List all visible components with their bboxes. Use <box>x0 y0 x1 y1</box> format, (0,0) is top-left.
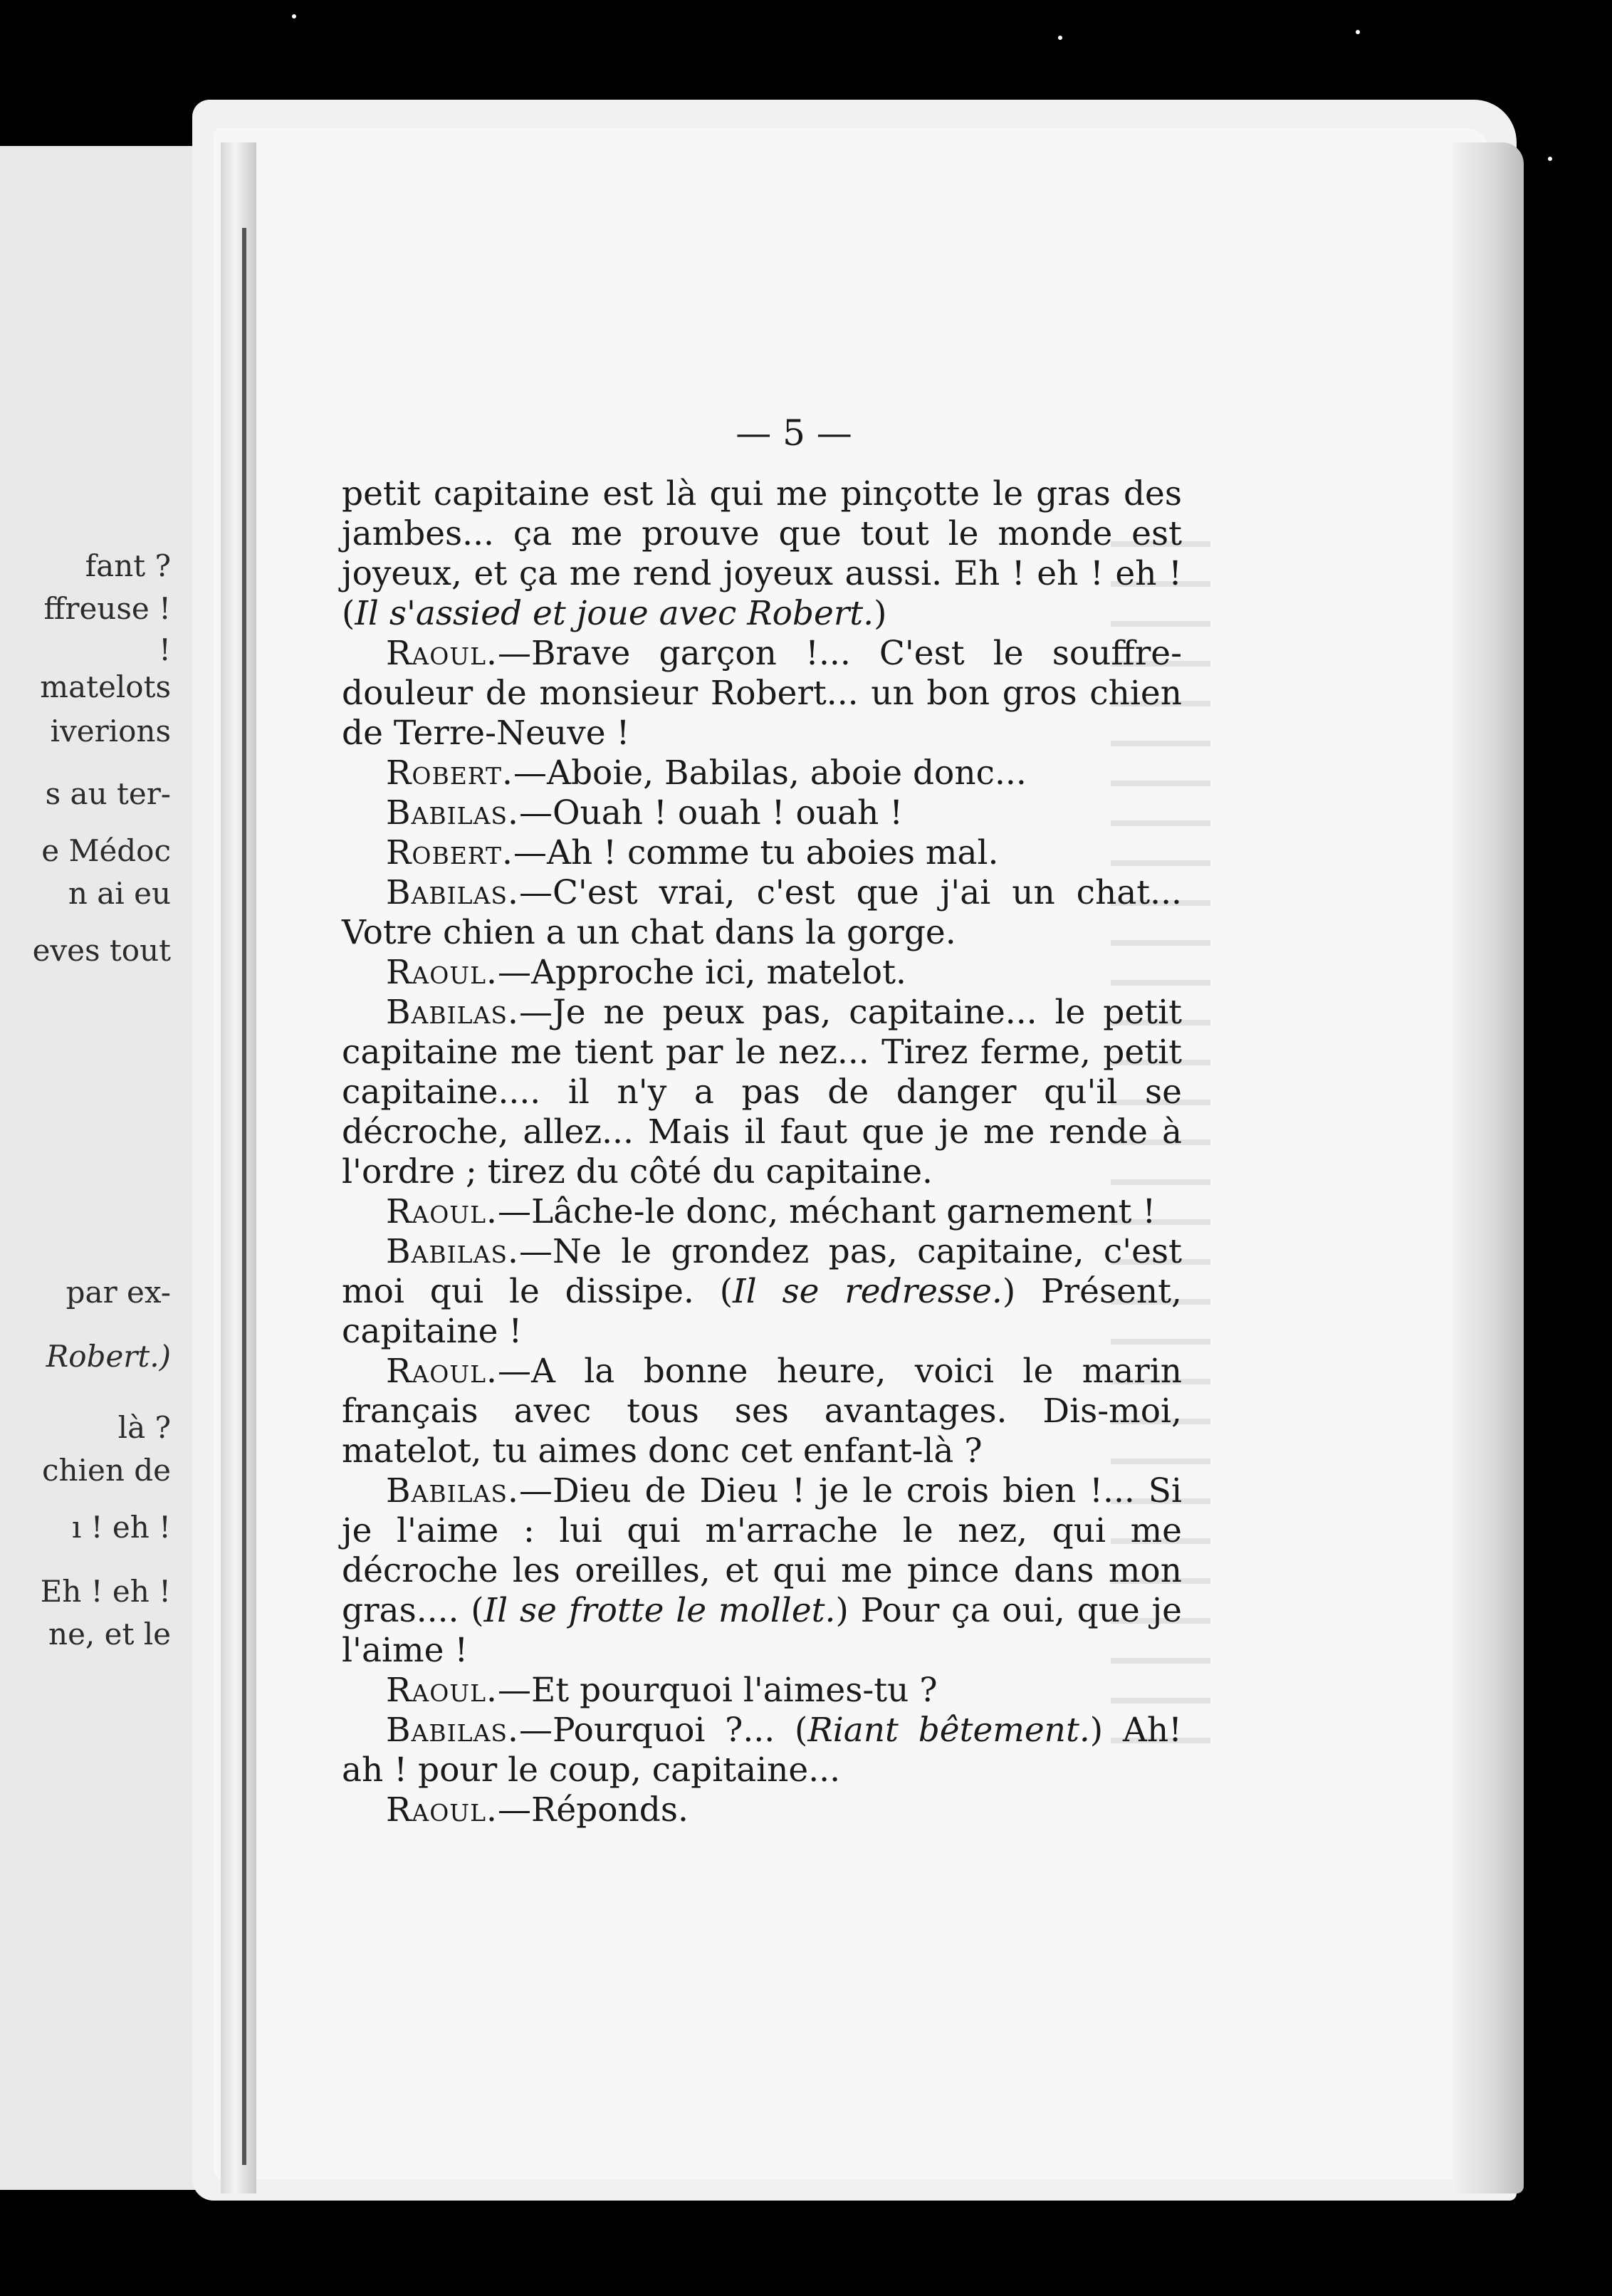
left-page-fragment: n ai eu <box>68 876 171 911</box>
paragraph <box>342 1711 1182 1790</box>
binding-fold <box>242 228 246 2165</box>
speaker-name: Babilas. <box>386 873 519 912</box>
speaker-name: Raoul. <box>386 953 498 992</box>
paragraphs <box>342 474 1182 1830</box>
page-number: — 5 — <box>736 412 852 454</box>
dialogue-text: petit capitaine est là qui me pinçotte le gras des jambes... ça me prouve que tout le monde est joyeux, et ça me rend joyeux aussi. Eh ! eh ! eh ! ( <box>342 474 1182 633</box>
stage-direction: Il s'assied et joue avec Robert. <box>355 594 874 633</box>
dialogue-text: ) Pour ça oui, que je l'aime ! <box>342 1591 1182 1670</box>
dialogue-text: —Et pourquoi l'aimes-tu ? <box>497 1671 938 1710</box>
speaker-name: Babilas. <box>386 1471 519 1510</box>
stage-direction: Il se redresse. <box>733 1272 1003 1311</box>
paragraph <box>342 953 1182 993</box>
left-page-fragment: chien de <box>41 1453 171 1488</box>
left-page-fragment: ! <box>159 632 171 667</box>
left-page-fragment: iverions <box>50 714 171 748</box>
speaker-name: Robert. <box>386 753 513 793</box>
paragraph <box>342 873 1182 953</box>
paragraph <box>342 1232 1182 1352</box>
dialogue-text: —Lâche-le donc, méchant garnement ! <box>497 1192 1156 1231</box>
speaker-name: Raoul. <box>386 634 498 673</box>
dialogue-text: —Ne le grondez pas, capitaine, c'est moi qui le dissipe. ( <box>342 1232 1182 1311</box>
speaker-name: Raoul. <box>386 1790 498 1830</box>
left-page-fragment: par ex- <box>66 1275 171 1310</box>
left-page-fragment: là ? <box>117 1410 171 1445</box>
dialogue-text: —Ouah ! ouah ! ouah ! <box>518 793 904 833</box>
paragraph <box>342 793 1182 833</box>
paragraph <box>342 1192 1182 1232</box>
dialogue-text: —Aboie, Babilas, aboie donc... <box>513 753 1027 793</box>
left-page-fragment: fant ? <box>85 548 171 583</box>
paragraph <box>342 993 1182 1192</box>
dialogue-text: —Réponds. <box>497 1790 689 1830</box>
dialogue-text: —C'est vrai, c'est que j'ai un chat... Votre chien a un chat dans la gorge. <box>342 873 1182 952</box>
stage-direction: Riant bêtement. <box>807 1711 1090 1750</box>
left-page-fragment: ffreuse ! <box>43 591 171 626</box>
stage-direction: Il se frotte le mollet. <box>483 1591 836 1630</box>
dialogue-text: —Je ne peux pas, capitaine... le petit capitaine me tient par le nez... Tirez ferme, petit capitaine.... il n'y a pas de danger qu'il se décroche, allez... Mais il faut que je me rende à l'ordre ; tirez du côté du capitaine. <box>342 993 1182 1191</box>
paragraph <box>342 474 1182 634</box>
paragraph <box>342 634 1182 753</box>
speaker-name: Raoul. <box>386 1352 498 1391</box>
page-body <box>342 413 1182 1830</box>
dialogue-text: ) <box>874 594 887 633</box>
speaker-name: Babilas. <box>386 1232 519 1271</box>
speaker-name: Raoul. <box>386 1192 498 1231</box>
left-page-fragment: Eh ! eh ! <box>40 1574 171 1609</box>
paragraph <box>342 1790 1182 1830</box>
speaker-name: Robert. <box>386 833 513 872</box>
page-edge-shadow <box>1453 142 1524 2193</box>
dialogue-text: —Pourquoi ?... ( <box>518 1711 808 1750</box>
dialogue-text: —A la bonne heure, voici le marin français avec tous ses avantages. Dis-moi, matelot, tu aimes donc cet enfant-là ? <box>342 1352 1182 1471</box>
speaker-name: Raoul. <box>386 1671 498 1710</box>
paragraph <box>342 1352 1182 1471</box>
dialogue-text: —Ah ! comme tu aboies mal. <box>513 833 999 872</box>
speaker-name: Babilas. <box>386 1711 519 1750</box>
left-page-fragment: e Médoc <box>41 833 171 868</box>
paragraph <box>342 1471 1182 1671</box>
left-page-fragment: Robert.) <box>46 1339 171 1374</box>
speaker-name: Babilas. <box>386 993 519 1032</box>
paragraph <box>342 753 1182 793</box>
left-page-fragment: ı ! eh ! <box>71 1510 171 1545</box>
paragraph <box>342 833 1182 873</box>
book-gutter <box>221 142 256 2193</box>
left-page-fragment: s au ter- <box>45 776 171 811</box>
paragraph <box>342 1671 1182 1711</box>
speaker-name: Babilas. <box>386 793 519 833</box>
left-page-fragment: eves tout <box>32 933 171 968</box>
dialogue-text: —Brave garçon !... C'est le souffre-douleur de monsieur Robert... un bon gros chien de Terre-Neuve ! <box>342 634 1182 753</box>
dialogue-text: ) Présent, capitaine ! <box>342 1272 1182 1351</box>
left-page-fragment: ne, et le <box>48 1617 171 1651</box>
dialogue-text: —Approche ici, matelot. <box>497 953 906 992</box>
dialogue-text: ) Ah! ah ! pour le coup, capitaine... <box>342 1711 1182 1790</box>
dialogue-text: —Dieu de Dieu ! je le crois bien !... Si je l'aime : lui qui m'arrache le nez, qui me décroche les oreilles, et qui me pince dans mon gras.... ( <box>342 1471 1182 1630</box>
left-page-fragment: matelots <box>40 669 171 704</box>
